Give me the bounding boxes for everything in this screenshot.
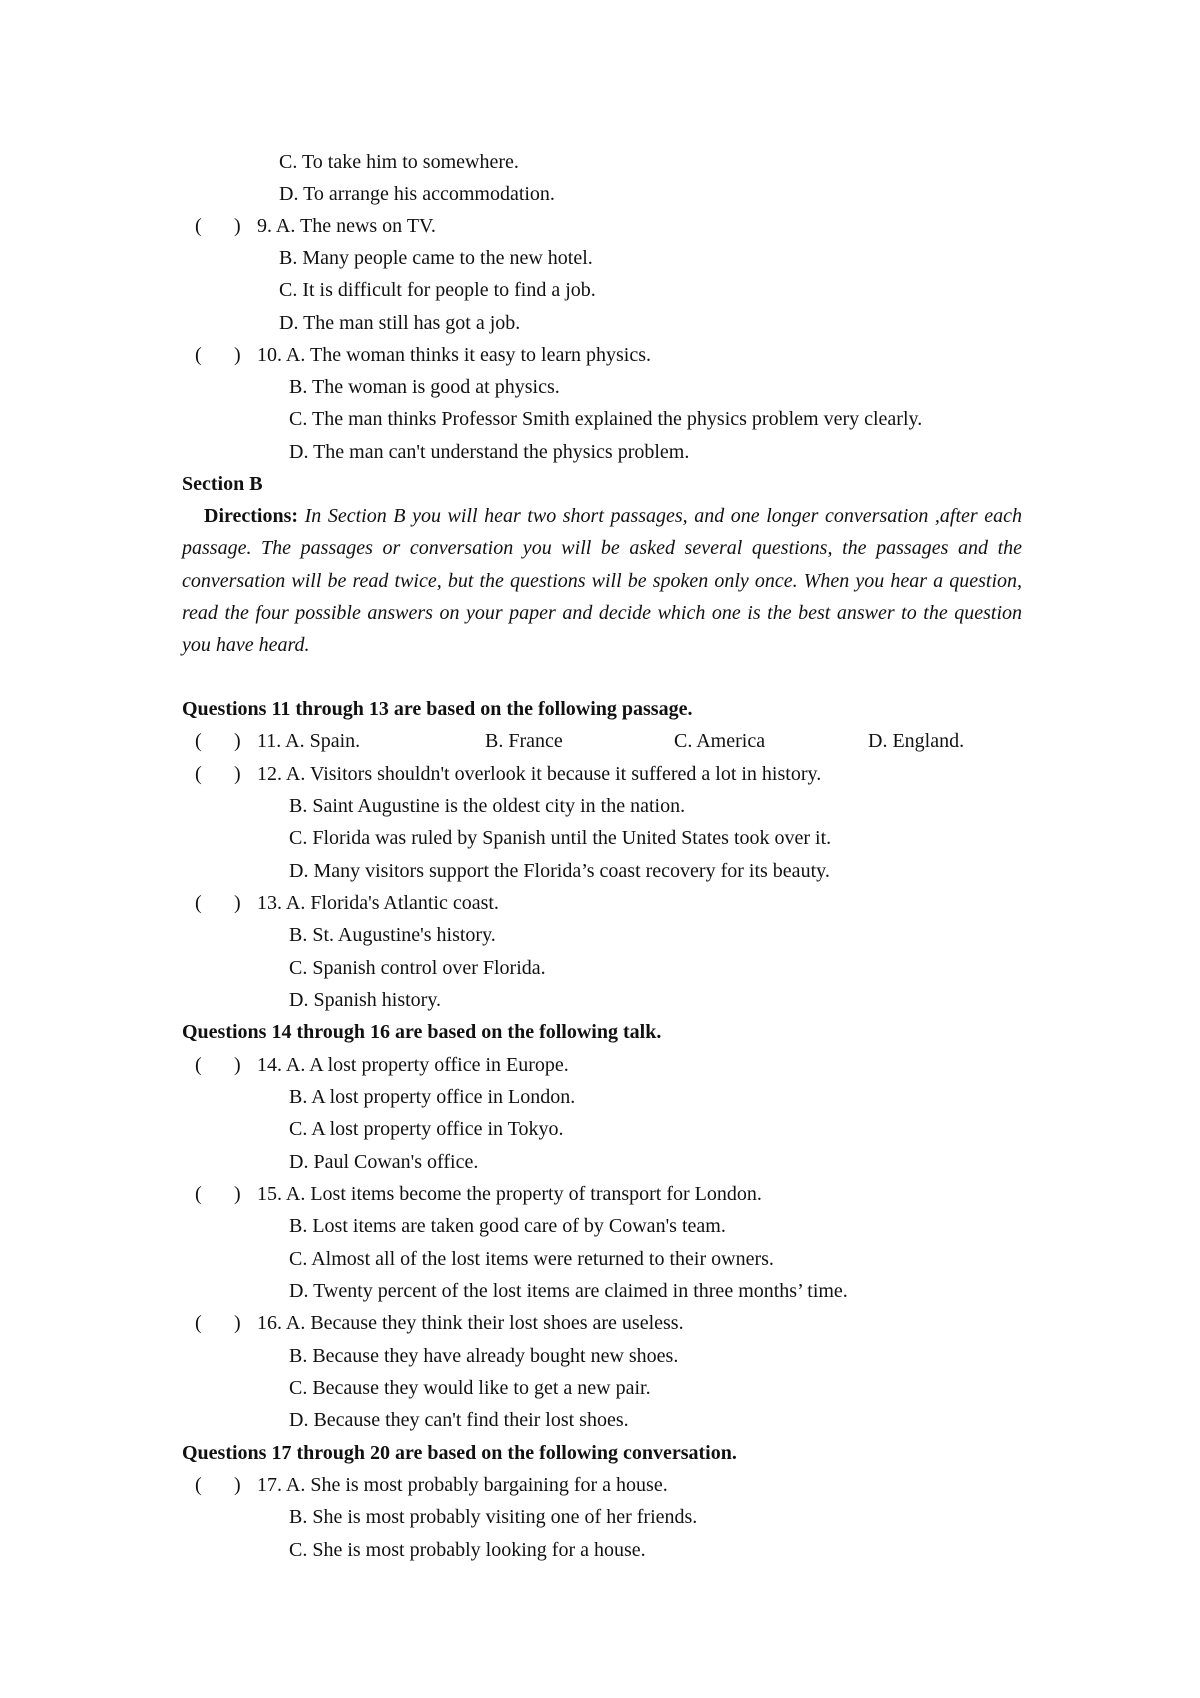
q9-option-d: D. The man still has got a job. <box>279 312 521 334</box>
answer-blank-close: ) <box>234 892 241 914</box>
q17-option-a: 17. A. She is most probably bargaining for a house. <box>257 1474 668 1496</box>
q15-option-b: B. Lost items are taken good care of by Cowan's team. <box>289 1215 726 1237</box>
q10-option-d: D. The man can't understand the physics problem. <box>289 441 690 463</box>
answer-blank-close: ) <box>234 215 241 237</box>
q12-option-c: C. Florida was ruled by Spanish until the United States took over it. <box>289 827 832 849</box>
q12-option-a: 12. A. Visitors shouldn't overlook it because it suffered a lot in history. <box>257 763 822 785</box>
directions-label: Directions: <box>204 505 299 527</box>
answer-blank-open: ( <box>195 1474 202 1496</box>
group-heading-17-20: Questions 17 through 20 are based on the following conversation. <box>182 1442 737 1464</box>
answer-blank-close: ) <box>234 1183 241 1205</box>
q14-option-c: C. A lost property office in Tokyo. <box>289 1118 564 1140</box>
q9-option-c: C. It is difficult for people to find a job. <box>279 279 596 301</box>
section-b-heading: Section B <box>182 473 263 495</box>
q13-option-a: 13. A. Florida's Atlantic coast. <box>257 892 499 914</box>
q16-option-d: D. Because they can't find their lost shoes. <box>289 1409 629 1431</box>
answer-blank-open: ( <box>195 892 202 914</box>
q14-option-b: B. A lost property office in London. <box>289 1086 576 1108</box>
q10-option-c: C. The man thinks Professor Smith explained the physics problem very clearly. <box>289 408 923 430</box>
q16-option-b: B. Because they have already bought new shoes. <box>289 1345 679 1367</box>
q8-option-d: D. To arrange his accommodation. <box>279 183 555 205</box>
q10-option-a: 10. A. The woman thinks it easy to learn physics. <box>257 344 652 366</box>
q12-option-d: D. Many visitors support the Florida’s coast recovery for its beauty. <box>289 860 830 882</box>
group-heading-14-16: Questions 14 through 16 are based on the following talk. <box>182 1021 662 1043</box>
q15-option-d: D. Twenty percent of the lost items are claimed in three months’ time. <box>289 1280 848 1302</box>
answer-blank-close: ) <box>234 763 241 785</box>
answer-blank-close: ) <box>234 1312 241 1334</box>
q9-option-a: 9. A. The news on TV. <box>257 215 436 237</box>
answer-blank-close: ) <box>234 1474 241 1496</box>
directions-text: In Section B you will hear two short passages, and one longer conversation ,after each passage. The passages or conversation you will be asked several questions, the passages and the conversation will be read twice, but the questions will be spoken only once. When you hear a question, read the four possible answers on your paper and decide which one is the best answer to the question you have heard. <box>182 505 1022 657</box>
answer-blank-open: ( <box>195 215 202 237</box>
q13-option-b: B. St. Augustine's history. <box>289 924 496 946</box>
group-heading-11-13: Questions 11 through 13 are based on the following passage. <box>182 698 693 720</box>
q12-option-b: B. Saint Augustine is the oldest city in the nation. <box>289 795 686 817</box>
q16-option-a: 16. A. Because they think their lost shoes are useless. <box>257 1312 684 1334</box>
q13-option-c: C. Spanish control over Florida. <box>289 957 546 979</box>
answer-blank-open: ( <box>195 344 202 366</box>
q17-option-c: C. She is most probably looking for a house. <box>289 1539 646 1561</box>
q9-option-b: B. Many people came to the new hotel. <box>279 247 593 269</box>
answer-blank-open: ( <box>195 730 202 752</box>
answer-blank-open: ( <box>195 763 202 785</box>
q15-option-c: C. Almost all of the lost items were returned to their owners. <box>289 1248 774 1270</box>
answer-blank-close: ) <box>234 730 241 752</box>
q16-option-c: C. Because they would like to get a new pair. <box>289 1377 651 1399</box>
answer-blank-close: ) <box>234 1054 241 1076</box>
answer-blank-close: ) <box>234 344 241 366</box>
answer-blank-open: ( <box>195 1183 202 1205</box>
q8-option-c: C. To take him to somewhere. <box>279 151 519 173</box>
q11-option-c: C. America <box>674 730 766 752</box>
q14-option-a: 14. A. A lost property office in Europe. <box>257 1054 569 1076</box>
q11-option-d: D. England. <box>868 730 965 752</box>
q11-option-a: 11. A. Spain. <box>257 730 361 752</box>
answer-blank-open: ( <box>195 1312 202 1334</box>
answer-blank-open: ( <box>195 1054 202 1076</box>
section-b-directions <box>182 500 1022 661</box>
q13-option-d: D. Spanish history. <box>289 989 442 1011</box>
q11-option-b: B. France <box>485 730 563 752</box>
q10-option-b: B. The woman is good at physics. <box>289 376 560 398</box>
q14-option-d: D. Paul Cowan's office. <box>289 1151 479 1173</box>
q17-option-b: B. She is most probably visiting one of her friends. <box>289 1506 698 1528</box>
q15-option-a: 15. A. Lost items become the property of transport for London. <box>257 1183 762 1205</box>
